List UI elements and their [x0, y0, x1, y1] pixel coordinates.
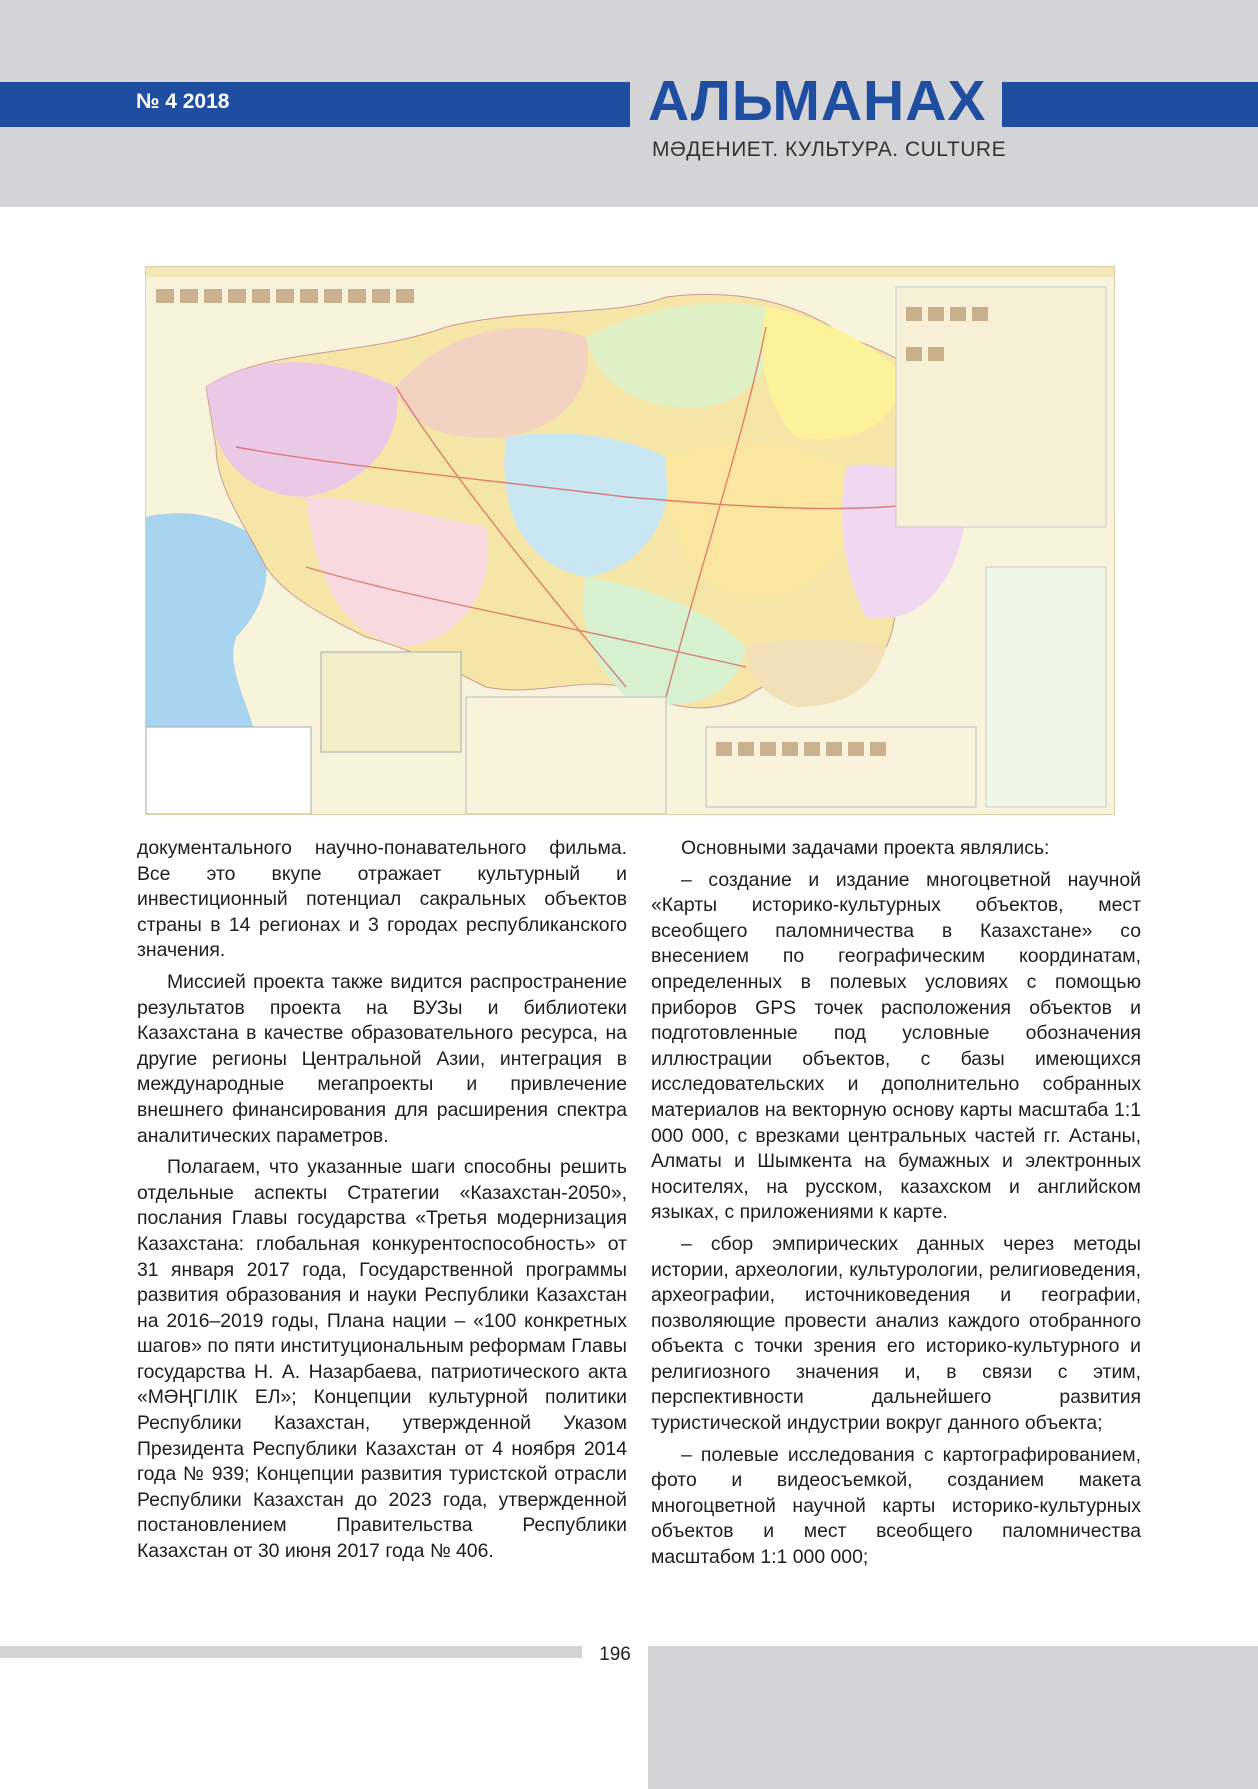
paragraph: – создание и издание многоцветной научной «Карты историко-культурных объектов, мест всеобщего паломничества в Казахстане» со внесением по географическим координатам, определенных в полевых условиях с помощью приборов GPS точек расположения объектов и подготовленные под условные обозначения иллюстрации объектов, с базы имеющихся исследовательских и дополнительно собранных материалов на векторную основу карты масштаба 1:1 000 000, с врезками центральных частей гг. Астаны, Алматы и Шымкента на бумажных и электронных носителях, на русском, казахском и английском языках, с приложениями к карте. [651, 868, 1141, 1224]
header-band-right [1002, 82, 1258, 127]
paragraph: – сбор эмпирических данных через методы истории, археологии, культурологии, религиоведения, археографии, источниковедения и географии, позволяющие провести анализ каждого отобранного объекта с точки зрения его историко-культурного и религиозного значения и, в связи с этим, перспективности дальнейшего развития туристической индустрии вокруг данного объекта; [651, 1232, 1141, 1435]
footer-block-right [648, 1646, 1258, 1789]
journal-subtitle: МӘДЕНИЕТ. КУЛЬТУРА. CULTURE [652, 138, 1007, 161]
journal-title: АЛЬМАНАХ [648, 69, 987, 133]
paragraph: Миссией проекта также видится распространение результатов проекта на ВУЗы и библиотеки Казахстана в качестве образовательного ресурса, на другие регионы Центральной Азии, интеграция в международные мегапроекты и привлечение внешнего финансирования для расширения спектра аналитических параметров. [137, 970, 627, 1147]
paragraph: – полевые исследования с картографированием, фото и видеосъемкой, созданием макета многоцветной научной карты историко-культурных объектов и мест всеобщего паломничества масштабом 1:1 000 000; [651, 1443, 1141, 1569]
footer-bar-left [0, 1646, 582, 1658]
paragraph: документального научно-понавательного фильма. Все это вкупе отражает культурный и инвестиционный потенциал сакральных объектов страны в 14 регионах и 3 городах республиканского значения. [137, 837, 627, 962]
page-number: 196 [599, 1644, 631, 1665]
paragraph: Полагаем, что указанные шаги способны решить отдельные аспекты Стратегии «Казахстан-2050», послания Главы государства «Третья модернизация Казахстана: глобальная конкурентоспособность» от 31 января 2017 года, Государственной программы развития образования и науки Республики Казахстан на 2016–2019 годы, Плана нации – «100 конкретных шагов» по пяти институциональным реформам Главы государства Н. А. Назарбаева, патриотического акта «МӘҢГІЛІК ЕЛ»; Концепции культурной политики Республики Казахстан, утвержденной Указом Президента Республики Казахстан от 4 ноября 2014 года № 939; Концепции развития туристской отрасли Республики Казахстан до 2023 года, утвержденной постановлением Правительства Республики Казахстан от 30 июня 2017 года № 406. [137, 1156, 627, 1563]
right-text-column [651, 836, 1141, 1577]
paragraph: Основными задачами проекта являлись: [681, 837, 1050, 859]
kazakhstan-map-image [145, 266, 1115, 815]
issue-number: № 4 2018 [136, 90, 230, 113]
left-text-column [137, 836, 627, 1571]
header-band-left [0, 82, 630, 127]
